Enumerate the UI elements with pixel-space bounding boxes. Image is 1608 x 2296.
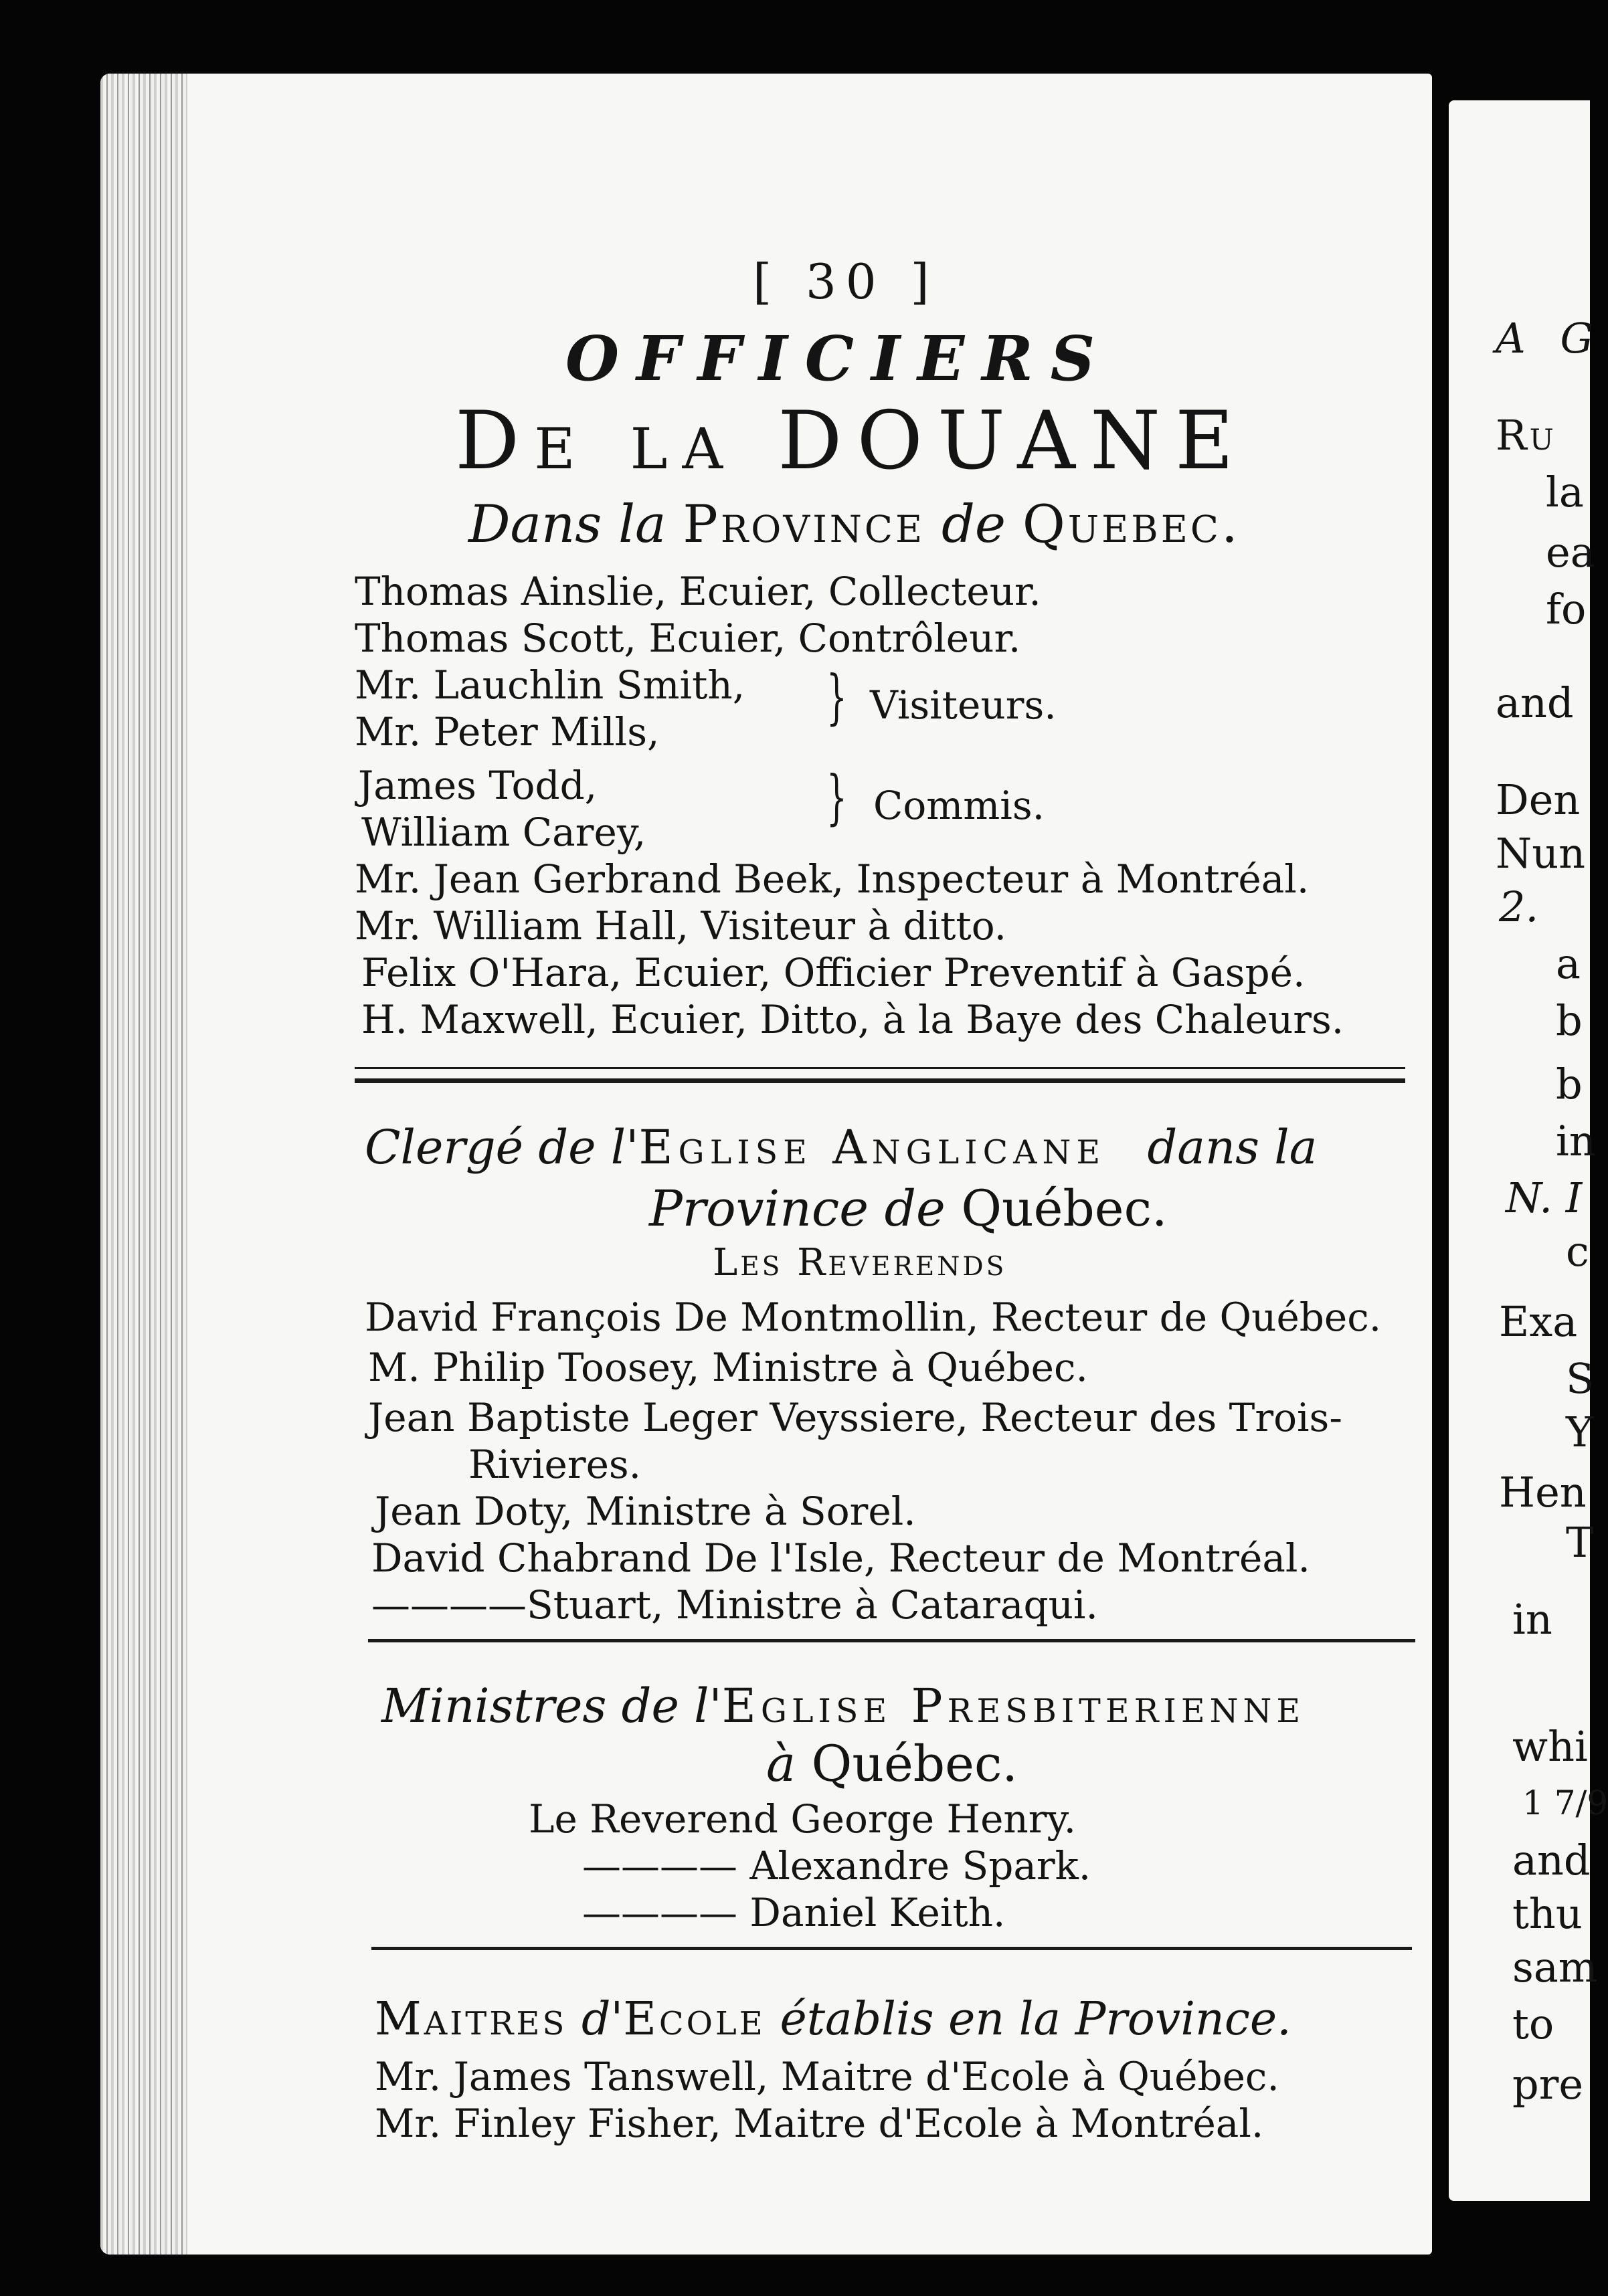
visiteurs-label: Visiteurs.: [870, 682, 1057, 728]
right-fragment: pre: [1512, 2060, 1584, 2109]
province-dans: Dans la: [468, 494, 666, 555]
anglican-line: David François De Montmollin, Recteur de Québec.: [365, 1295, 1382, 1340]
province-word: Province: [683, 494, 925, 555]
customs-line: Mr. William Hall, Visiteur à ditto.: [355, 903, 1007, 949]
province-quebec: Quebec.: [1022, 494, 1241, 555]
right-fragment: to: [1512, 2000, 1554, 2048]
double-rule-bottom: [355, 1078, 1405, 1083]
customs-province-line: [468, 494, 1241, 555]
right-fragment: whi: [1512, 1722, 1588, 1771]
right-fragment: T: [1566, 1518, 1594, 1567]
right-fragment: Ru: [1496, 411, 1556, 460]
anglican-heading-line2: [649, 1180, 1168, 1238]
right-fragment: a: [1556, 939, 1581, 988]
right-fragment: and: [1496, 678, 1574, 727]
anglican-line: Rivieres.: [468, 1442, 642, 1487]
anglican-line: ————Stuart, Ministre à Cataraqui.: [371, 1582, 1098, 1628]
presbyterian-heading-church: Eglise Presbiterienne: [721, 1679, 1306, 1733]
brace-commis: }: [826, 763, 847, 832]
anglican-line: Jean Baptiste Leger Veyssiere, Recteur des Trois-: [368, 1395, 1342, 1440]
presbyterian-heading: [381, 1679, 1306, 1733]
right-fragment: la: [1546, 468, 1584, 516]
right-fragment: ea: [1546, 528, 1595, 577]
customs-line: James Todd,: [358, 763, 598, 808]
anglican-line: David Chabrand De l'Isle, Recteur de Montréal.: [371, 1535, 1310, 1581]
rule-after-anglican: [368, 1639, 1415, 1642]
brace-visiteurs: }: [826, 662, 847, 731]
presbyterian-heading-line2: [766, 1735, 1018, 1793]
presbyterian-line: Le Reverend George Henry.: [529, 1796, 1077, 1842]
anglican-heading-prefix: Clergé de l': [365, 1120, 639, 1175]
right-fragment: Den: [1496, 775, 1581, 824]
right-fragment: and: [1512, 1836, 1591, 1885]
presbyterian-line: ———— Daniel Keith.: [582, 1890, 1006, 1935]
right-fragment: Y: [1566, 1408, 1593, 1456]
page-number: [ 30 ]: [753, 254, 939, 310]
right-fragment: 2.: [1499, 882, 1539, 931]
anglican-heading-end: dans la: [1147, 1120, 1318, 1175]
page-edges: [100, 74, 187, 2255]
presbyterian-heading-prefix: Ministres de l': [381, 1679, 722, 1733]
commis-label: Commis.: [873, 783, 1045, 828]
double-rule-top: [355, 1067, 1405, 1069]
right-fragment: b: [1556, 1060, 1583, 1109]
right-fragment: in: [1556, 1117, 1596, 1165]
customs-line: Thomas Scott, Ecuier, Contrôleur.: [355, 615, 1021, 661]
anglican-line: M. Philip Toosey, Ministre à Québec.: [368, 1345, 1088, 1390]
province-de: de: [941, 494, 1006, 555]
right-fragment: Nun: [1496, 829, 1586, 878]
customs-line: Thomas Ainslie, Ecuier, Collecteur.: [355, 569, 1041, 614]
right-fragment: Exa: [1499, 1297, 1578, 1346]
schools-line: Mr. James Tanswell, Maitre d'Ecole à Québec.: [375, 2054, 1279, 2099]
right-fragment: S: [1566, 1354, 1595, 1403]
customs-line: Mr. Lauchlin Smith,: [355, 662, 745, 708]
customs-line: Mr. Jean Gerbrand Beek, Inspecteur à Montréal.: [355, 856, 1310, 902]
anglican-province: Province de: [649, 1180, 946, 1238]
presbyterian-a: à: [766, 1735, 796, 1793]
rule-after-presbyterian: [371, 1947, 1412, 1950]
reverends-heading: Les Reverends: [713, 1241, 1007, 1284]
anglican-line: Jean Doty, Ministre à Sorel.: [375, 1489, 916, 1534]
right-fragment: b: [1556, 996, 1583, 1045]
right-fragment: c: [1566, 1227, 1589, 1276]
right-fragment: thu: [1512, 1889, 1583, 1938]
customs-title: OFFICIERS: [565, 322, 1113, 395]
customs-line: Mr. Peter Mills,: [355, 709, 660, 755]
schools-heading-ecole: Ecole: [623, 1993, 766, 2046]
anglican-heading-church: Eglise Anglicane: [638, 1120, 1106, 1175]
schools-heading-maitres: Maitres: [375, 1993, 567, 2046]
customs-line: Felix O'Hara, Ecuier, Officier Preventif à Gaspé.: [361, 950, 1306, 995]
presbyterian-line: ———— Alexandre Spark.: [582, 1843, 1091, 1889]
customs-subtitle: De la DOUANE: [455, 395, 1249, 488]
customs-line: William Carey,: [361, 809, 646, 855]
right-fragment: A G: [1496, 314, 1605, 363]
schools-heading-d: d': [581, 1993, 624, 2046]
right-fragment: fo: [1546, 585, 1587, 634]
schools-line: Mr. Finley Fisher, Maitre d'Ecole à Montréal.: [375, 2101, 1264, 2146]
right-fragment: 1 7/9: [1522, 1784, 1608, 1822]
right-fragment: N. I: [1506, 1173, 1583, 1222]
presbyterian-quebec: Québec.: [811, 1735, 1018, 1793]
anglican-quebec: Québec.: [961, 1180, 1168, 1238]
right-fragment: in: [1512, 1595, 1552, 1644]
schools-heading-rest: établis en la Province.: [780, 1993, 1291, 2046]
right-fragment: Hen: [1499, 1468, 1587, 1517]
customs-line: H. Maxwell, Ecuier, Ditto, à la Baye des Chaleurs.: [361, 997, 1344, 1042]
anglican-heading: [365, 1120, 1318, 1175]
schools-heading: [375, 1993, 1291, 2046]
right-fragment: sam: [1512, 1943, 1598, 1992]
right-page: [1449, 100, 1608, 2201]
